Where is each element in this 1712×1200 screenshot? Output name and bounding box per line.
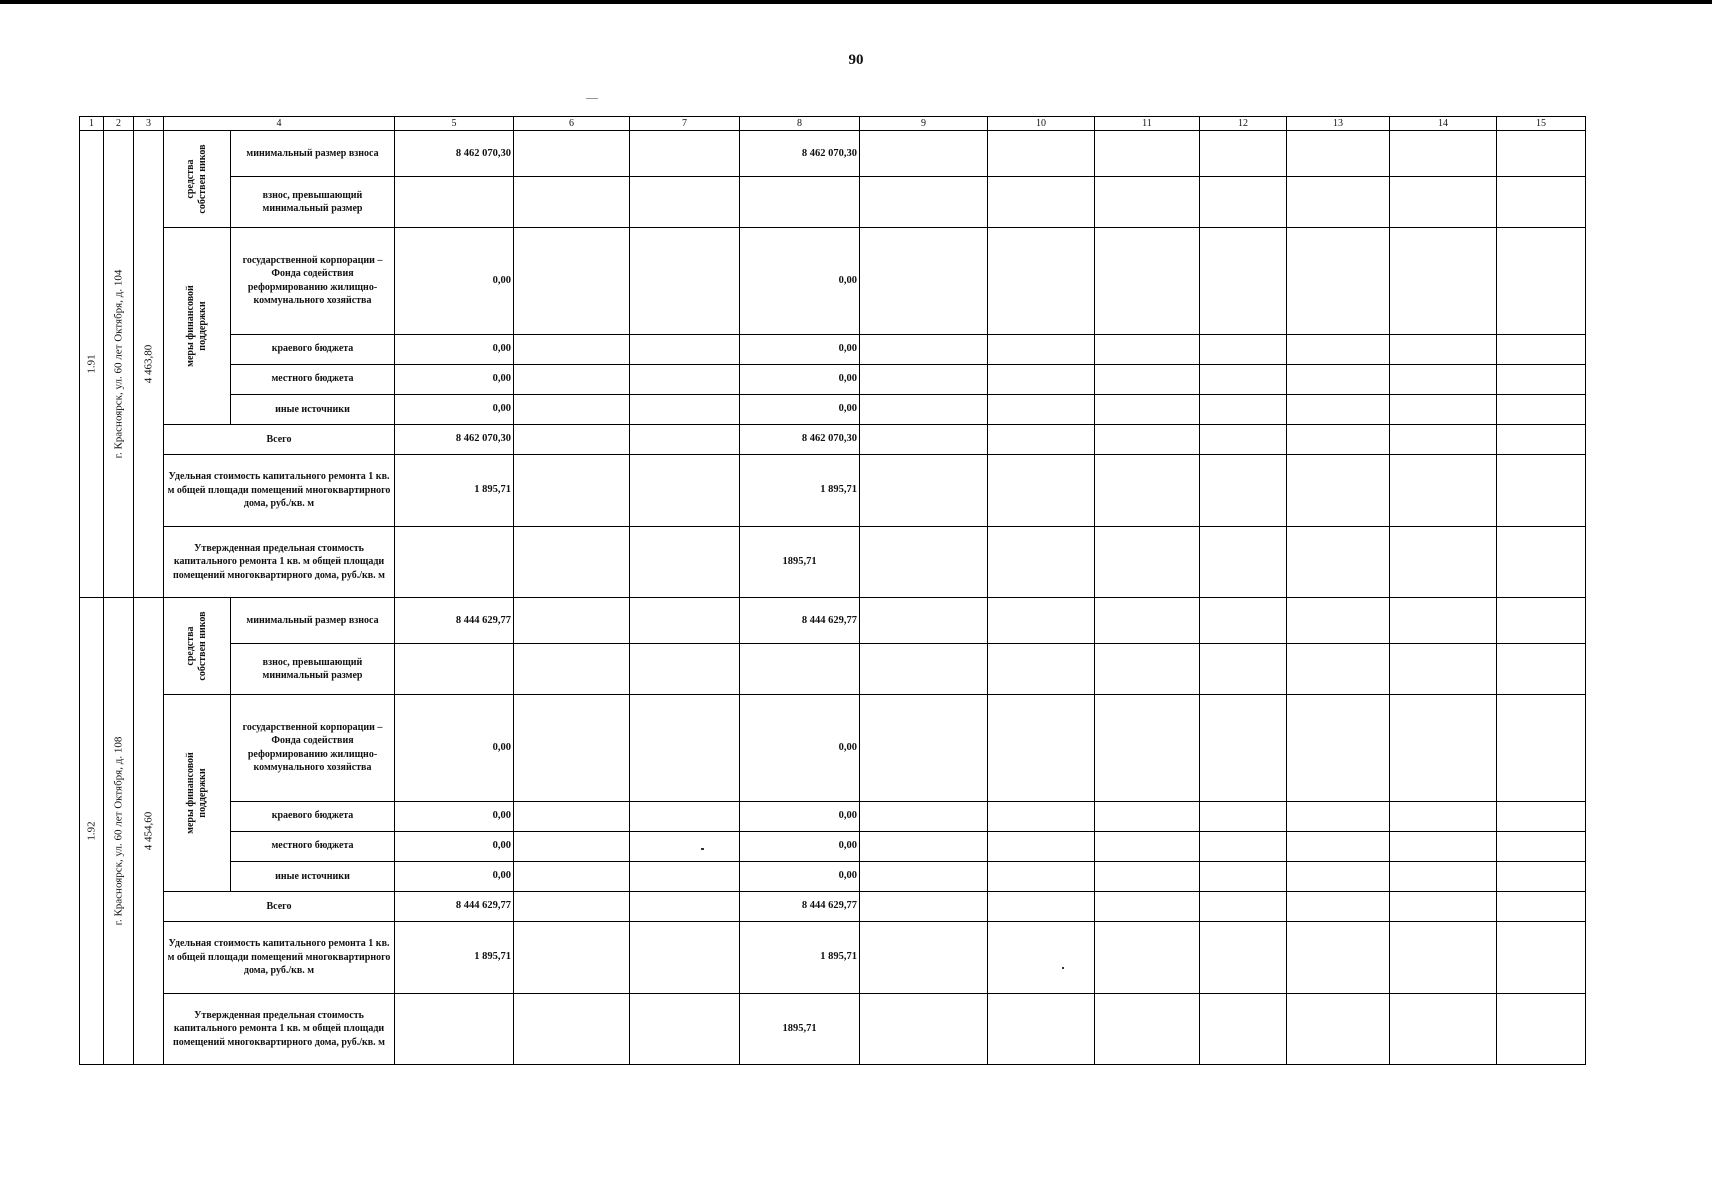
row-state-corp xyxy=(80,695,1586,802)
value-col13 xyxy=(1287,831,1390,861)
value-col5 xyxy=(395,644,514,695)
value-col12 xyxy=(1200,598,1287,644)
value-col14 xyxy=(1390,801,1497,831)
value-col8: 1895,71 xyxy=(740,994,860,1065)
value-col12 xyxy=(1200,695,1287,802)
value-col11 xyxy=(1095,177,1200,228)
value-col9 xyxy=(860,425,988,455)
value-col7 xyxy=(630,177,740,228)
house-number-text: 1.91 xyxy=(85,354,98,374)
row-local-budget xyxy=(80,831,1586,861)
value-col13 xyxy=(1287,334,1390,364)
value-col13 xyxy=(1287,644,1390,695)
value-col6 xyxy=(514,131,630,177)
value-col14 xyxy=(1390,695,1497,802)
row-label: иные источники xyxy=(231,394,395,424)
value-col12 xyxy=(1200,831,1287,861)
value-col5: 0,00 xyxy=(395,801,514,831)
value-col6 xyxy=(514,801,630,831)
house-area xyxy=(134,598,164,1065)
house-number xyxy=(80,131,104,598)
row-label: краевого бюджета xyxy=(231,334,395,364)
value-col11 xyxy=(1095,131,1200,177)
row-label: Утвержденная предельная стоимость капитального ремонта 1 кв. м общей площади помещений многоквартирного дома, руб./кв. м xyxy=(164,527,395,598)
value-col8: 1 895,71 xyxy=(740,455,860,527)
value-col12 xyxy=(1200,455,1287,527)
column-header: 13 xyxy=(1287,117,1390,131)
value-col13 xyxy=(1287,425,1390,455)
value-col10 xyxy=(988,131,1095,177)
value-col7 xyxy=(630,892,740,922)
row-state-corp xyxy=(80,228,1586,335)
value-col15 xyxy=(1497,831,1586,861)
value-col9 xyxy=(860,131,988,177)
value-col15 xyxy=(1497,644,1586,695)
value-col11 xyxy=(1095,527,1200,598)
value-col6 xyxy=(514,994,630,1065)
row-max-cost xyxy=(80,994,1586,1065)
column-header: 7 xyxy=(630,117,740,131)
house-area-text: 4 463,80 xyxy=(142,344,155,384)
value-col10 xyxy=(988,994,1095,1065)
value-col10 xyxy=(988,394,1095,424)
row-label: Всего xyxy=(164,892,395,922)
row-label: взнос, превышающий минимальный размер xyxy=(231,177,395,228)
value-col6 xyxy=(514,228,630,335)
value-col10 xyxy=(988,334,1095,364)
column-header: 14 xyxy=(1390,117,1497,131)
value-col6 xyxy=(514,364,630,394)
value-col7 xyxy=(630,861,740,891)
value-col13 xyxy=(1287,892,1390,922)
value-col12 xyxy=(1200,177,1287,228)
value-col8: 0,00 xyxy=(740,364,860,394)
value-col11 xyxy=(1095,425,1200,455)
value-col12 xyxy=(1200,364,1287,394)
column-header: 15 xyxy=(1497,117,1586,131)
value-col15 xyxy=(1497,228,1586,335)
value-col10 xyxy=(988,831,1095,861)
value-col11 xyxy=(1095,922,1200,994)
row-fee-exceeding xyxy=(80,177,1586,228)
value-col6 xyxy=(514,527,630,598)
column-header: 4 xyxy=(164,117,395,131)
value-col14 xyxy=(1390,425,1497,455)
row-label: Удельная стоимость капитального ремонта 1 кв. м общей площади помещений многоквартирного дома, руб./кв. м xyxy=(164,922,395,994)
value-col6 xyxy=(514,644,630,695)
value-col7 xyxy=(630,364,740,394)
value-col8: 0,00 xyxy=(740,861,860,891)
value-col9 xyxy=(860,644,988,695)
value-col14 xyxy=(1390,922,1497,994)
value-col8: 0,00 xyxy=(740,831,860,861)
value-col9 xyxy=(860,177,988,228)
support-measures-group-text: меры финансовой поддержки xyxy=(185,752,208,834)
value-col5 xyxy=(395,527,514,598)
house-area xyxy=(134,131,164,598)
value-col13 xyxy=(1287,177,1390,228)
value-col14 xyxy=(1390,455,1497,527)
value-col15 xyxy=(1497,892,1586,922)
value-col10 xyxy=(988,892,1095,922)
value-col6 xyxy=(514,892,630,922)
value-col7 xyxy=(630,994,740,1065)
value-col10 xyxy=(988,425,1095,455)
value-col12 xyxy=(1200,801,1287,831)
value-col11 xyxy=(1095,228,1200,335)
page-number: 90 xyxy=(848,52,864,68)
value-col6 xyxy=(514,425,630,455)
column-header: 11 xyxy=(1095,117,1200,131)
row-total xyxy=(80,892,1586,922)
row-regional-budget xyxy=(80,334,1586,364)
value-col10 xyxy=(988,598,1095,644)
row-label: Всего xyxy=(164,425,395,455)
value-col14 xyxy=(1390,892,1497,922)
value-col9 xyxy=(860,861,988,891)
value-col8: 0,00 xyxy=(740,334,860,364)
row-max-cost xyxy=(80,527,1586,598)
support-measures-group xyxy=(164,695,231,892)
owners-funds-group-text: средства собствен ников xyxy=(185,144,208,214)
owners-funds-group xyxy=(164,598,231,695)
value-col9 xyxy=(860,598,988,644)
house-address-text: г. Красноярск, ул. 60 лет Октября, д. 108 xyxy=(112,736,125,926)
value-col12 xyxy=(1200,861,1287,891)
column-header: 1 xyxy=(80,117,104,131)
value-col15 xyxy=(1497,598,1586,644)
scan-top-edge xyxy=(0,0,1712,4)
value-col11 xyxy=(1095,644,1200,695)
value-col10 xyxy=(988,455,1095,527)
value-col14 xyxy=(1390,177,1497,228)
value-col8: 8 462 070,30 xyxy=(740,131,860,177)
value-col7 xyxy=(630,334,740,364)
value-col7 xyxy=(630,644,740,695)
value-col15 xyxy=(1497,334,1586,364)
value-col7 xyxy=(630,228,740,335)
value-col15 xyxy=(1497,527,1586,598)
house-area-text: 4 454,60 xyxy=(142,811,155,851)
value-col8: 8 444 629,77 xyxy=(740,892,860,922)
value-col9 xyxy=(860,394,988,424)
value-col11 xyxy=(1095,598,1200,644)
column-header: 8 xyxy=(740,117,860,131)
value-col10 xyxy=(988,364,1095,394)
value-col9 xyxy=(860,527,988,598)
value-col15 xyxy=(1497,861,1586,891)
value-col10 xyxy=(988,177,1095,228)
value-col13 xyxy=(1287,131,1390,177)
value-col6 xyxy=(514,455,630,527)
value-col8: 0,00 xyxy=(740,228,860,335)
value-col5: 8 462 070,30 xyxy=(395,131,514,177)
value-col13 xyxy=(1287,364,1390,394)
value-col14 xyxy=(1390,394,1497,424)
value-col13 xyxy=(1287,861,1390,891)
value-col14 xyxy=(1390,644,1497,695)
value-col14 xyxy=(1390,831,1497,861)
value-col6 xyxy=(514,177,630,228)
value-col9 xyxy=(860,334,988,364)
value-col8: 0,00 xyxy=(740,801,860,831)
value-col6 xyxy=(514,922,630,994)
value-col9 xyxy=(860,994,988,1065)
row-label: краевого бюджета xyxy=(231,801,395,831)
value-col11 xyxy=(1095,994,1200,1065)
value-col5 xyxy=(395,994,514,1065)
value-col9 xyxy=(860,892,988,922)
value-col5 xyxy=(395,177,514,228)
house-number xyxy=(80,598,104,1065)
row-total xyxy=(80,425,1586,455)
value-col15 xyxy=(1497,695,1586,802)
row-label: минимальный размер взноса xyxy=(231,131,395,177)
value-col6 xyxy=(514,598,630,644)
value-col5: 8 444 629,77 xyxy=(395,892,514,922)
value-col14 xyxy=(1390,364,1497,394)
house-address xyxy=(104,598,134,1065)
value-col6 xyxy=(514,394,630,424)
value-col13 xyxy=(1287,922,1390,994)
value-col13 xyxy=(1287,527,1390,598)
value-col14 xyxy=(1390,861,1497,891)
row-min-fee xyxy=(80,131,1586,177)
value-col7 xyxy=(630,455,740,527)
row-label: Утвержденная предельная стоимость капитального ремонта 1 кв. м общей площади помещений многоквартирного дома, руб./кв. м xyxy=(164,994,395,1065)
row-label: местного бюджета xyxy=(231,831,395,861)
value-col14 xyxy=(1390,598,1497,644)
value-col10 xyxy=(988,801,1095,831)
row-unit-cost xyxy=(80,455,1586,527)
value-col5: 0,00 xyxy=(395,861,514,891)
value-col10 xyxy=(988,644,1095,695)
value-col11 xyxy=(1095,801,1200,831)
row-unit-cost xyxy=(80,922,1586,994)
value-col12 xyxy=(1200,994,1287,1065)
row-fee-exceeding xyxy=(80,644,1586,695)
column-header: 3 xyxy=(134,117,164,131)
value-col15 xyxy=(1497,131,1586,177)
value-col8: 1895,71 xyxy=(740,527,860,598)
value-col15 xyxy=(1497,364,1586,394)
value-col5: 1 895,71 xyxy=(395,455,514,527)
value-col7 xyxy=(630,831,740,861)
row-regional-budget xyxy=(80,801,1586,831)
value-col14 xyxy=(1390,994,1497,1065)
row-other-sources xyxy=(80,394,1586,424)
scan-mark xyxy=(586,98,598,99)
value-col13 xyxy=(1287,994,1390,1065)
value-col10 xyxy=(988,527,1095,598)
value-col5: 1 895,71 xyxy=(395,922,514,994)
value-col5: 0,00 xyxy=(395,695,514,802)
value-col11 xyxy=(1095,695,1200,802)
value-col8 xyxy=(740,177,860,228)
value-col8: 8 444 629,77 xyxy=(740,598,860,644)
value-col6 xyxy=(514,831,630,861)
value-col14 xyxy=(1390,527,1497,598)
value-col14 xyxy=(1390,334,1497,364)
owners-funds-group xyxy=(164,131,231,228)
value-col13 xyxy=(1287,695,1390,802)
value-col12 xyxy=(1200,394,1287,424)
value-col11 xyxy=(1095,394,1200,424)
value-col5: 0,00 xyxy=(395,831,514,861)
value-col5: 0,00 xyxy=(395,334,514,364)
column-header: 9 xyxy=(860,117,988,131)
value-col11 xyxy=(1095,455,1200,527)
value-col12 xyxy=(1200,425,1287,455)
value-col7 xyxy=(630,598,740,644)
value-col15 xyxy=(1497,455,1586,527)
value-col15 xyxy=(1497,425,1586,455)
value-col15 xyxy=(1497,994,1586,1065)
value-col8 xyxy=(740,644,860,695)
repair-finance-table xyxy=(79,116,1586,1065)
value-col15 xyxy=(1497,922,1586,994)
support-measures-group-text: меры финансовой поддержки xyxy=(185,285,208,367)
value-col13 xyxy=(1287,598,1390,644)
value-col12 xyxy=(1200,644,1287,695)
value-col9 xyxy=(860,455,988,527)
house-number-text: 1.92 xyxy=(85,821,98,841)
value-col12 xyxy=(1200,131,1287,177)
row-label: взнос, превышающий минимальный размер xyxy=(231,644,395,695)
value-col8: 0,00 xyxy=(740,394,860,424)
value-col5: 0,00 xyxy=(395,364,514,394)
value-col12 xyxy=(1200,892,1287,922)
value-col10 xyxy=(988,228,1095,335)
value-col8: 0,00 xyxy=(740,695,860,802)
value-col9 xyxy=(860,228,988,335)
row-label: государственной корпорации – Фонда содействия реформированию жилищно-коммунального хозяйства xyxy=(231,228,395,335)
row-label: минимальный размер взноса xyxy=(231,598,395,644)
row-label: Удельная стоимость капитального ремонта 1 кв. м общей площади помещений многоквартирного дома, руб./кв. м xyxy=(164,455,395,527)
value-col10 xyxy=(988,695,1095,802)
value-col5: 0,00 xyxy=(395,228,514,335)
value-col14 xyxy=(1390,228,1497,335)
value-col11 xyxy=(1095,861,1200,891)
value-col11 xyxy=(1095,831,1200,861)
value-col6 xyxy=(514,861,630,891)
value-col6 xyxy=(514,334,630,364)
value-col7 xyxy=(630,131,740,177)
value-col6 xyxy=(514,695,630,802)
value-col11 xyxy=(1095,364,1200,394)
row-label: иные источники xyxy=(231,861,395,891)
value-col5: 0,00 xyxy=(395,394,514,424)
row-other-sources xyxy=(80,861,1586,891)
column-header: 5 xyxy=(395,117,514,131)
value-col9 xyxy=(860,922,988,994)
value-col9 xyxy=(860,695,988,802)
value-col11 xyxy=(1095,334,1200,364)
house-address xyxy=(104,131,134,598)
value-col12 xyxy=(1200,922,1287,994)
column-header: 2 xyxy=(104,117,134,131)
value-col15 xyxy=(1497,394,1586,424)
value-col7 xyxy=(630,394,740,424)
value-col9 xyxy=(860,364,988,394)
value-col12 xyxy=(1200,334,1287,364)
row-label: государственной корпорации – Фонда содействия реформированию жилищно-коммунального хозяйства xyxy=(231,695,395,802)
value-col13 xyxy=(1287,394,1390,424)
scan-speck xyxy=(1062,967,1064,969)
value-col7 xyxy=(630,527,740,598)
value-col10 xyxy=(988,922,1095,994)
value-col13 xyxy=(1287,455,1390,527)
value-col15 xyxy=(1497,177,1586,228)
value-col10 xyxy=(988,861,1095,891)
value-col14 xyxy=(1390,131,1497,177)
value-col5: 8 462 070,30 xyxy=(395,425,514,455)
value-col8: 8 462 070,30 xyxy=(740,425,860,455)
value-col13 xyxy=(1287,801,1390,831)
header-row xyxy=(80,117,1586,131)
column-header: 10 xyxy=(988,117,1095,131)
value-col11 xyxy=(1095,892,1200,922)
column-header: 6 xyxy=(514,117,630,131)
owners-funds-group-text: средства собствен ников xyxy=(185,611,208,681)
value-col8: 1 895,71 xyxy=(740,922,860,994)
row-local-budget xyxy=(80,364,1586,394)
value-col7 xyxy=(630,425,740,455)
column-header: 12 xyxy=(1200,117,1287,131)
value-col5: 8 444 629,77 xyxy=(395,598,514,644)
scan-speck xyxy=(701,848,704,850)
value-col7 xyxy=(630,922,740,994)
value-col7 xyxy=(630,695,740,802)
value-col9 xyxy=(860,801,988,831)
row-min-fee xyxy=(80,598,1586,644)
house-address-text: г. Красноярск, ул. 60 лет Октября, д. 104 xyxy=(112,269,125,459)
value-col9 xyxy=(860,831,988,861)
row-label: местного бюджета xyxy=(231,364,395,394)
value-col12 xyxy=(1200,527,1287,598)
value-col12 xyxy=(1200,228,1287,335)
value-col15 xyxy=(1497,801,1586,831)
support-measures-group xyxy=(164,228,231,425)
value-col7 xyxy=(630,801,740,831)
value-col13 xyxy=(1287,228,1390,335)
